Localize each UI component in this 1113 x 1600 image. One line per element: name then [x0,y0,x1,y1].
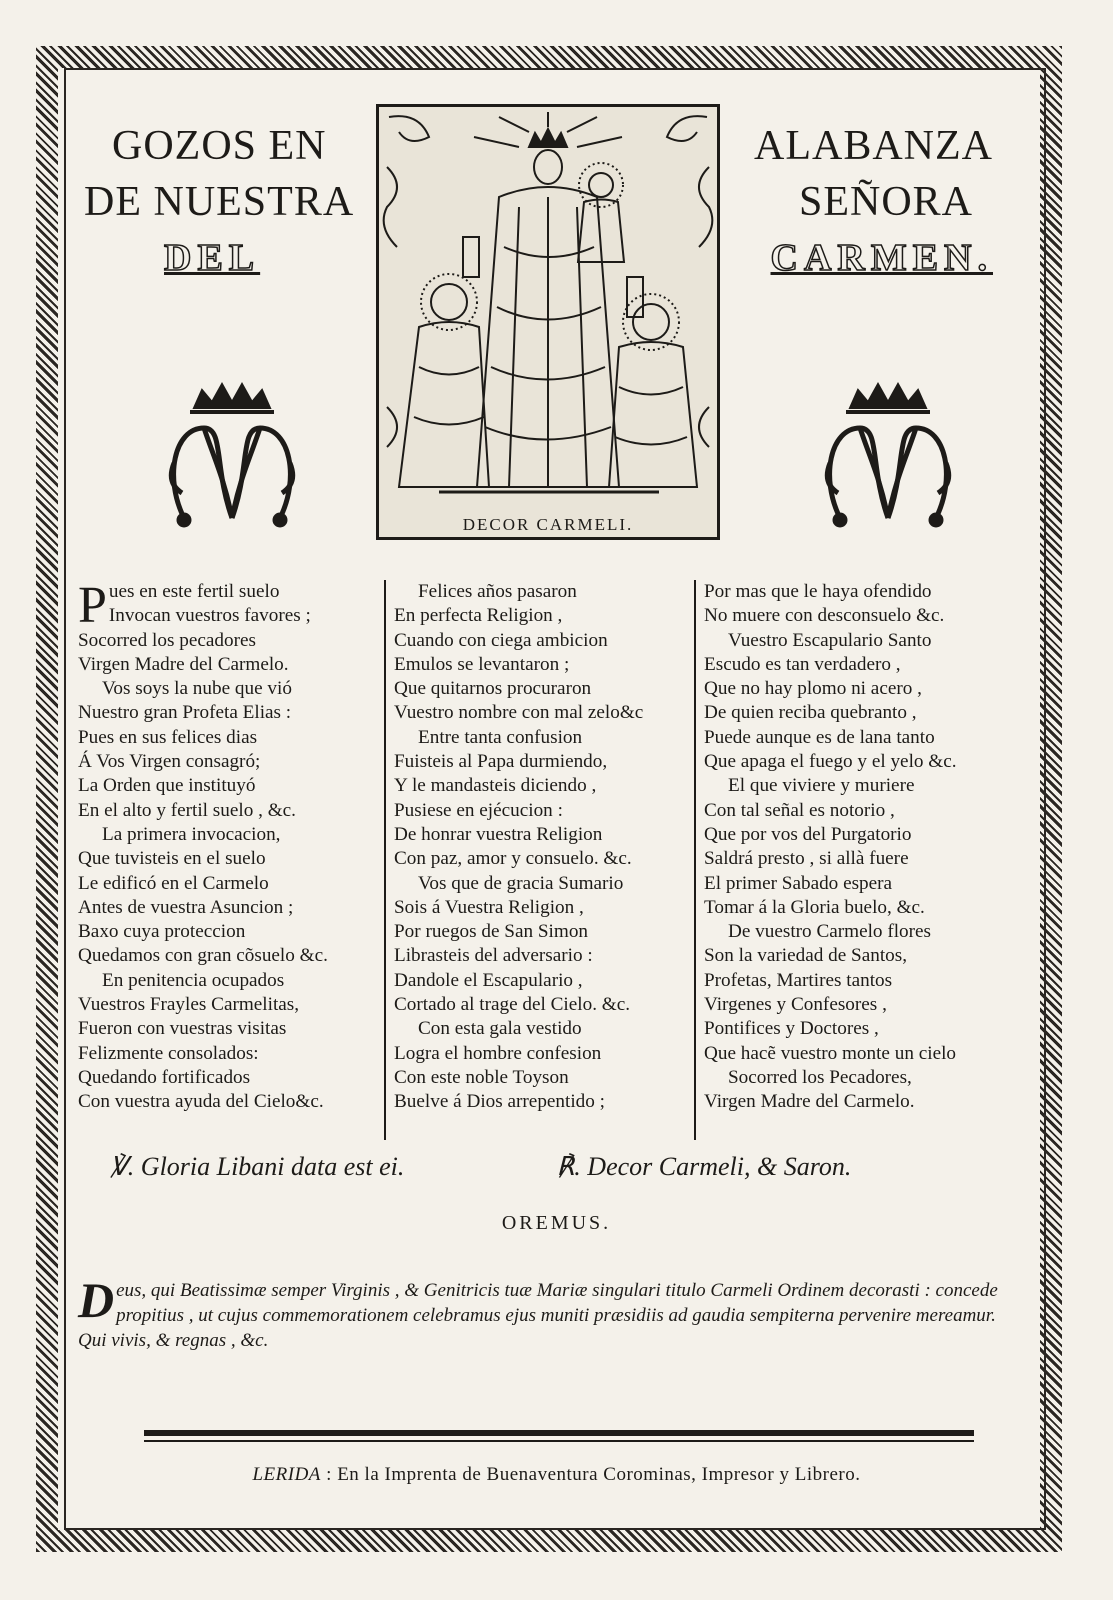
verse-line: Tomar á la Gloria buelo, &c. [704,896,925,918]
verse-line: Quedamos con gran cõsuelo &c. [78,945,328,967]
imprint [0,1464,1113,1486]
verse-line: Buelve á Dios arrepentido ; [394,1091,605,1113]
verse-line: La primera invocacion, [102,823,281,845]
verse-line: Con esta gala vestido [418,1018,582,1040]
verse-line: Con este noble Toyson [394,1066,569,1088]
verse-line: Dandole el Escapulario , [394,969,583,991]
verse-line: Pusiese en ejécucion : [394,799,563,821]
title-left [84,118,354,286]
verse-column-3 [694,580,1022,1140]
versicle-v: ℣. Gloria Libani data est ei. [110,1152,405,1181]
rule [144,1430,974,1436]
verse-line: En el alto y fertil suelo , &c. [78,799,296,821]
verse-line: Saldrá presto , si allà fuere [704,848,909,870]
verse-line: Vos soys la nube que vió [102,678,292,700]
verse-line: De vuestro Carmelo flores [728,921,932,943]
verse-line: ues en este fertil suelo [108,581,280,602]
imprint-text: : En la Imprenta de Buenaventura Corominas, Impresor y Librero. [326,1464,861,1485]
verse-line: Felizmente consolados: [78,1042,259,1064]
title-line: DEL [164,237,261,279]
virgin-carmel-woodcut [376,104,720,540]
title-line: GOZOS EN [112,123,327,169]
verse-line: Por ruegos de San Simon [394,921,589,943]
verse-line: Socorred los pecadores [78,629,256,651]
verse-line: Que apaga el fuego y el yelo &c. [704,751,957,773]
verse-dropcap: P [78,577,107,634]
verse-line: El primer Sabado espera [704,872,893,894]
verse-line: Vuestro Escapulario Santo [728,629,932,651]
verse-line: Fuisteis al Papa durmiendo, [394,751,608,773]
marian-monogram-icon [820,368,956,538]
verse-line: Que hacẽ vuestro monte un cielo [704,1042,957,1064]
verse-line: Socorred los Pecadores, [728,1066,912,1088]
verse-line: Son la variedad de Santos, [704,945,908,967]
verse-line: Entre tanta confusion [418,726,583,748]
verse-line: Librasteis del adversario : [394,945,593,967]
verse-line: En penitencia ocupados [102,969,285,991]
verse-line: Pues en sus felices dias [78,726,258,748]
verse-line: Le edificó en el Carmelo [78,872,269,894]
versicle [110,1152,1010,1182]
verse-line: Profetas, Martires tantos [704,969,893,991]
prayer [78,1272,1018,1353]
verse-line: Pontifices y Doctores , [704,1018,879,1040]
verse-line: Vuestro nombre con mal zelo&c [394,702,644,724]
verses [78,577,1022,1140]
verse-line: Por mas que le haya ofendido [704,581,932,602]
verse-line: Sois á Vuestra Religion , [394,896,584,918]
verse-line: Antes de vuestra Asuncion ; [78,896,294,918]
woodcut-image-icon [379,107,717,511]
title-line: CARMEN. [770,237,993,279]
verse-line: Virgen Madre del Carmelo. [78,653,289,675]
verse-line: Que por vos del Purgatorio [704,823,912,845]
verse-line: De quien reciba quebranto , [704,702,917,724]
verse-line: Emulos se levantaron ; [394,653,570,675]
imprint-city: LERIDA [252,1464,321,1485]
verse-line: Vuestros Frayles Carmelitas, [78,994,300,1016]
verse-line: Vos que de gracia Sumario [418,872,624,894]
verse-line: Con tal señal es notorio , [704,799,895,821]
title-line: SEÑORA [798,179,973,225]
woodcut-caption: DECOR CARMELI. [462,515,634,534]
verse-line: De honrar vuestra Religion [394,823,603,845]
verse-line: Que no hay plomo ni acero , [704,678,922,700]
verse-line: Felices años pasaron [418,581,577,602]
versicle-r: ℟. Decor Carmeli, & Saron. [556,1152,852,1181]
verse-line: Escudo es tan verdadero , [704,653,901,675]
verse-line: Que quitarnos procuraron [394,678,592,700]
verse-line: Quedando fortificados [78,1066,251,1088]
oremus-heading: OREMUS. [501,1212,612,1234]
prayer-dropcap: D [78,1272,115,1328]
prayer-text: eus, qui Beatissimæ semper Virginis , & Genitricis tuæ Mariæ singulari titulo Carmeli Ordinem decorasti : concede propitius , ut cujus commemorationem celebramus ejus muniti præsidiis ad gaudia sempiterna pervenire mereamur. Qui vivis, & regnas , &c. [78,1280,998,1351]
verse-line: Á Vos Virgen consagró; [78,751,261,773]
verse-line: La Orden que instituyó [78,775,256,797]
verse-line: En perfecta Religion , [394,605,563,627]
verse-line: No muere con desconsuelo &c. [704,605,945,627]
verse-line: Puede aunque es de lana tanto [704,726,935,748]
verse-line: Logra el hombre confesion [394,1042,602,1064]
verse-line: Cortado al trage del Cielo. &c. [394,994,631,1016]
verse-line: Con paz, amor y consuelo. &c. [394,848,632,870]
verse-line: Baxo cuya proteccion [78,921,246,943]
title-line: ALABANZA [754,123,993,169]
verse-line: Invocan vuestros favores ; [108,605,311,627]
verse-line: El que viviere y muriere [728,775,915,797]
verse-column-2 [384,580,694,1140]
verse-line: Nuestro gran Profeta Elias : [78,702,292,724]
verse-line: Virgen Madre del Carmelo. [704,1091,915,1113]
verse-line: Virgenes y Confesores , [704,994,887,1016]
verse-line: Que tuvisteis en el suelo [78,848,266,870]
marian-monogram-icon [164,368,300,538]
verse-line: Fueron con vuestras visitas [78,1018,287,1040]
title-line: DE NUESTRA [84,179,355,225]
verse-line: Con vuestra ayuda del Cielo&c. [78,1091,324,1113]
verse-column-1 [78,577,384,1140]
rule [144,1440,974,1442]
verse-line: Y le mandasteis diciendo , [394,775,597,797]
title-right [754,118,993,286]
verse-line: Cuando con ciega ambicion [394,629,608,651]
